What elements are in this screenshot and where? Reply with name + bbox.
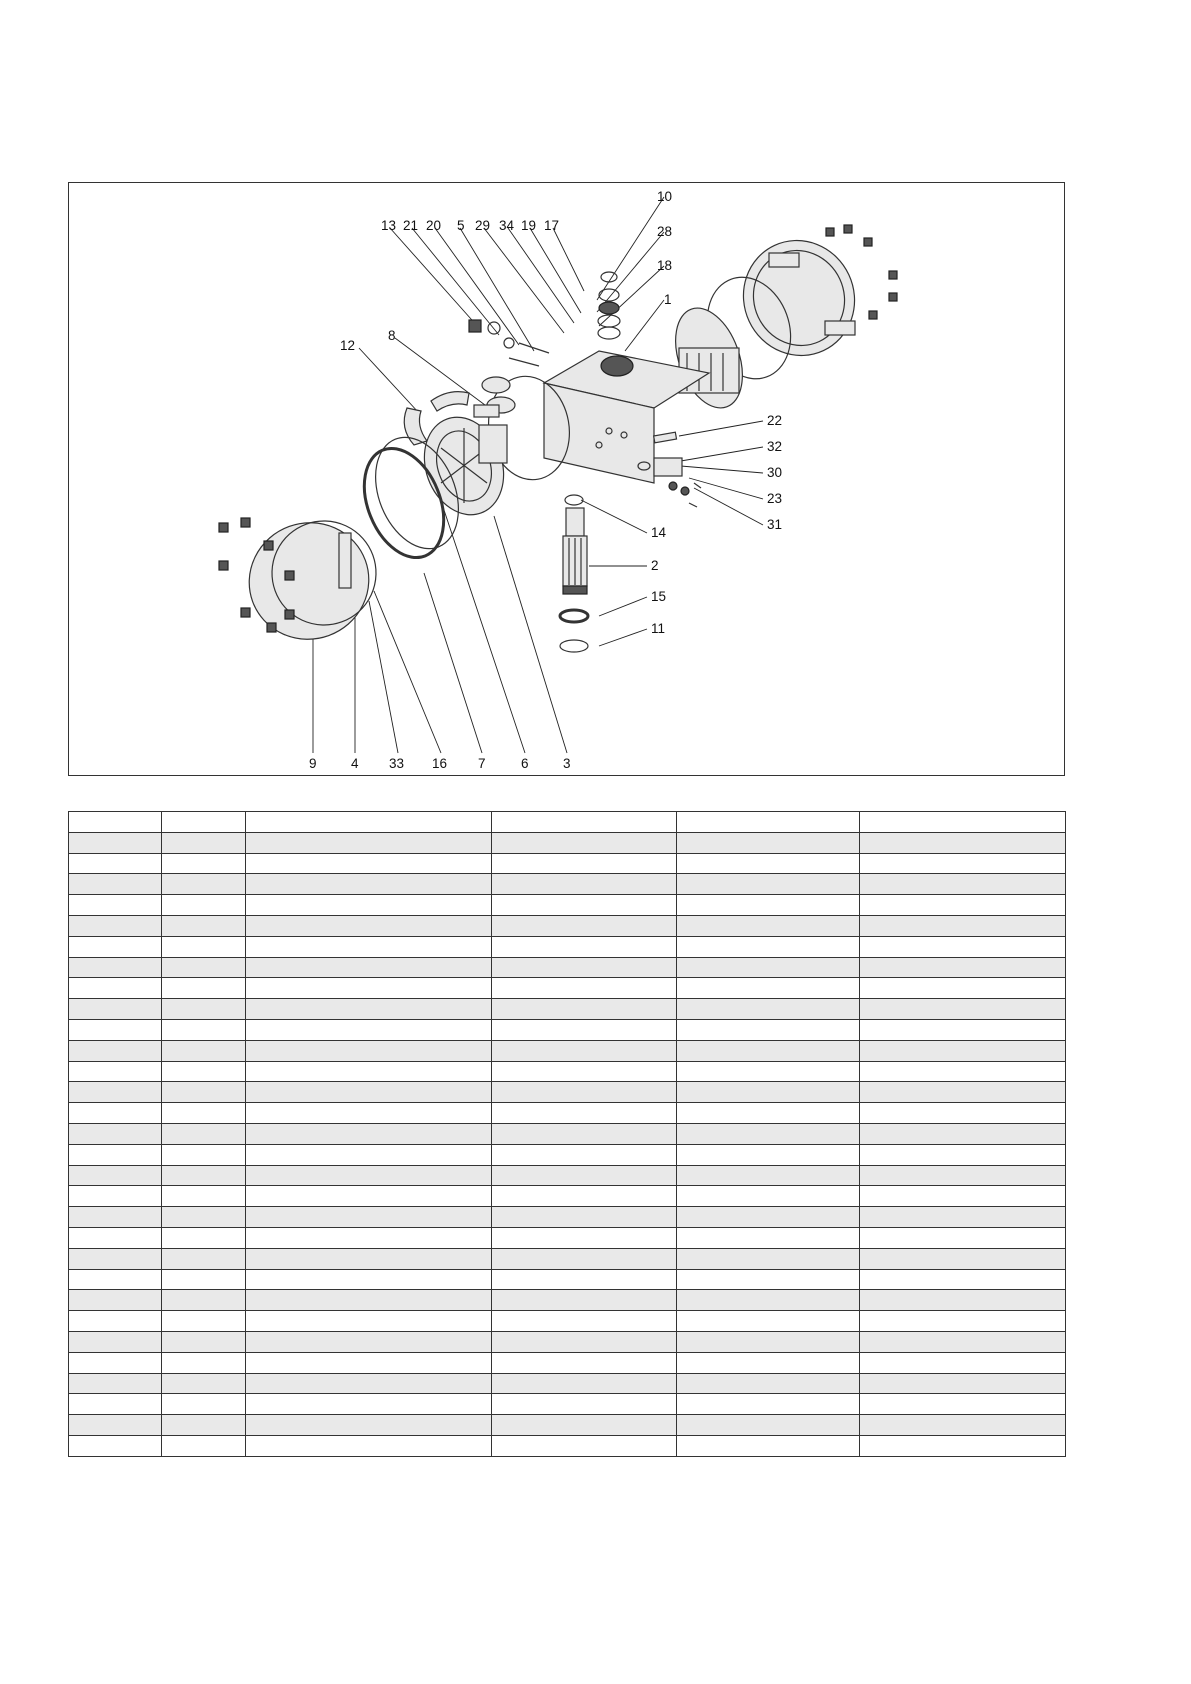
table-row [69, 1061, 1066, 1082]
table-cell [677, 915, 860, 936]
table-cell [69, 1415, 162, 1436]
table-cell [69, 1103, 162, 1124]
table-cell [677, 1040, 860, 1061]
table-row [69, 1082, 1066, 1103]
table-cell [246, 1373, 492, 1394]
table-row [69, 1123, 1066, 1144]
table-cell [860, 1144, 1066, 1165]
table-row [69, 812, 1066, 833]
callout-28: 28 [657, 224, 673, 239]
callout-30: 30 [767, 465, 783, 480]
table-cell [677, 1165, 860, 1186]
table-cell [492, 1435, 677, 1456]
table-cell [492, 1331, 677, 1352]
table-cell [860, 1352, 1066, 1373]
left-end-cap [219, 506, 391, 656]
table-cell [492, 936, 677, 957]
table-row [69, 1394, 1066, 1415]
table-cell [492, 1103, 677, 1124]
table-cell [860, 853, 1066, 874]
callout-19: 19 [521, 218, 537, 233]
table-cell [246, 1040, 492, 1061]
table-cell [246, 999, 492, 1020]
table-cell [492, 1082, 677, 1103]
table-cell [69, 812, 162, 833]
table-cell [69, 874, 162, 895]
table-cell [492, 1165, 677, 1186]
callout-10: 10 [657, 189, 673, 204]
table-cell [677, 1082, 860, 1103]
table-cell [860, 1082, 1066, 1103]
table-cell [162, 936, 246, 957]
table-cell [246, 1207, 492, 1228]
right-piston [663, 299, 755, 417]
table-cell [860, 915, 1066, 936]
table-cell [860, 1227, 1066, 1248]
table-cell [162, 1311, 246, 1332]
table-cell [860, 1103, 1066, 1124]
table-cell [162, 1269, 246, 1290]
table-cell [677, 1331, 860, 1352]
callout-5: 5 [457, 218, 465, 233]
table-cell [492, 915, 677, 936]
table-cell [246, 812, 492, 833]
table-cell [162, 1019, 246, 1040]
table-cell [860, 936, 1066, 957]
callout-8: 8 [388, 328, 396, 343]
table-cell [860, 1248, 1066, 1269]
table-cell [492, 1373, 677, 1394]
drive-shaft [560, 495, 588, 652]
exploded-view-diagram [68, 182, 1065, 776]
table-cell [677, 978, 860, 999]
table-cell [246, 1394, 492, 1415]
table-row [69, 1207, 1066, 1228]
table-cell [69, 999, 162, 1020]
table-row [69, 915, 1066, 936]
table-cell [246, 853, 492, 874]
callout-34: 34 [499, 218, 515, 233]
table-row [69, 936, 1066, 957]
table-cell [677, 999, 860, 1020]
table-cell [69, 1186, 162, 1207]
table-cell [677, 1373, 860, 1394]
table-cell [860, 999, 1066, 1020]
table-cell [162, 1435, 246, 1456]
table-cell [492, 978, 677, 999]
callout-33: 33 [389, 756, 405, 771]
table-cell [246, 1103, 492, 1124]
table-cell [162, 874, 246, 895]
table-cell [860, 978, 1066, 999]
callout-12: 12 [340, 338, 356, 353]
table-cell [246, 1352, 492, 1373]
table-row [69, 1311, 1066, 1332]
table-cell [860, 1019, 1066, 1040]
table-cell [162, 853, 246, 874]
table-cell [860, 895, 1066, 916]
table-cell [246, 1331, 492, 1352]
callout-17: 17 [544, 218, 560, 233]
table-cell [677, 1290, 860, 1311]
table-cell [69, 915, 162, 936]
table-cell [677, 832, 860, 853]
table-cell [492, 957, 677, 978]
table-cell [246, 1435, 492, 1456]
table-cell [492, 1227, 677, 1248]
table-cell [69, 1019, 162, 1040]
table-cell [677, 1227, 860, 1248]
table-cell [162, 1227, 246, 1248]
table-cell [677, 1311, 860, 1332]
table-cell [162, 895, 246, 916]
table-cell [860, 1165, 1066, 1186]
table-cell [677, 853, 860, 874]
table-cell [860, 1311, 1066, 1332]
table-cell [246, 1165, 492, 1186]
table-cell [677, 1435, 860, 1456]
table-cell [246, 1311, 492, 1332]
table-cell [860, 1061, 1066, 1082]
table-cell [246, 874, 492, 895]
table-cell [162, 957, 246, 978]
table-cell [860, 1123, 1066, 1144]
callout-22: 22 [767, 413, 783, 428]
table-cell [677, 1061, 860, 1082]
table-cell [246, 915, 492, 936]
table-cell [246, 1123, 492, 1144]
callout-3: 3 [563, 756, 571, 771]
callout-20: 20 [426, 218, 442, 233]
table-cell [492, 1394, 677, 1415]
table-row [69, 1227, 1066, 1248]
callout-32: 32 [767, 439, 783, 454]
callout-1: 1 [664, 292, 672, 307]
table-cell [162, 1290, 246, 1311]
table-cell [162, 1415, 246, 1436]
table-cell [162, 1103, 246, 1124]
table-cell [69, 1040, 162, 1061]
table-cell [492, 895, 677, 916]
table-cell [492, 1352, 677, 1373]
table-cell [677, 1394, 860, 1415]
callout-15: 15 [651, 589, 667, 604]
table-cell [69, 1165, 162, 1186]
callout-13: 13 [381, 218, 397, 233]
table-row [69, 1269, 1066, 1290]
table-cell [677, 812, 860, 833]
table-cell [860, 1040, 1066, 1061]
table-cell [677, 1269, 860, 1290]
callout-2: 2 [651, 558, 659, 573]
table-cell [677, 1415, 860, 1436]
table-cell [69, 1061, 162, 1082]
table-cell [69, 1290, 162, 1311]
table-cell [162, 1331, 246, 1352]
table-cell [860, 1186, 1066, 1207]
table-cell [69, 1123, 162, 1144]
right-end-cap [725, 222, 897, 374]
table-cell [677, 1207, 860, 1228]
table-cell [860, 832, 1066, 853]
table-cell [860, 1415, 1066, 1436]
table-cell [677, 1019, 860, 1040]
table-cell [69, 1352, 162, 1373]
callout-23: 23 [767, 491, 783, 506]
table-cell [69, 1207, 162, 1228]
table-cell [246, 832, 492, 853]
table-row [69, 1290, 1066, 1311]
table-cell [162, 1040, 246, 1061]
callout-18: 18 [657, 258, 673, 273]
table-row [69, 1040, 1066, 1061]
table-cell [492, 1311, 677, 1332]
table-cell [162, 832, 246, 853]
table-row [69, 1373, 1066, 1394]
table-cell [492, 999, 677, 1020]
table-cell [492, 1144, 677, 1165]
callout-6: 6 [521, 756, 529, 771]
leader-lines [313, 197, 763, 753]
table-cell [162, 978, 246, 999]
table-cell [69, 1373, 162, 1394]
table-cell [162, 1123, 246, 1144]
table-cell [677, 936, 860, 957]
table-row [69, 1415, 1066, 1436]
table-cell [492, 1186, 677, 1207]
table-cell [860, 1394, 1066, 1415]
table-cell [677, 1186, 860, 1207]
table-cell [246, 1227, 492, 1248]
table-cell [246, 978, 492, 999]
table-row [69, 832, 1066, 853]
table-cell [677, 895, 860, 916]
table-cell [69, 1144, 162, 1165]
table-cell [860, 1331, 1066, 1352]
table-cell [860, 1373, 1066, 1394]
parts-list-table [68, 811, 1066, 1457]
table-cell [162, 1248, 246, 1269]
table-cell [69, 853, 162, 874]
table-cell [246, 1248, 492, 1269]
table-cell [69, 1082, 162, 1103]
table-cell [860, 812, 1066, 833]
table-row [69, 957, 1066, 978]
table-cell [246, 1269, 492, 1290]
table-cell [69, 957, 162, 978]
table-cell [69, 832, 162, 853]
table-row [69, 1186, 1066, 1207]
table-cell [162, 999, 246, 1020]
table-cell [492, 1415, 677, 1436]
table-cell [246, 936, 492, 957]
table-cell [677, 1144, 860, 1165]
table-cell [69, 895, 162, 916]
callout-31: 31 [767, 517, 783, 532]
table-row [69, 1435, 1066, 1456]
top-stack [598, 272, 620, 339]
table-cell [246, 1144, 492, 1165]
table-cell [246, 895, 492, 916]
table-cell [860, 1435, 1066, 1456]
table-cell [246, 957, 492, 978]
table-cell [492, 1040, 677, 1061]
callout-4: 4 [351, 756, 359, 771]
table-cell [69, 1227, 162, 1248]
table-cell [492, 1207, 677, 1228]
table-cell [162, 1207, 246, 1228]
table-cell [860, 874, 1066, 895]
callout-16: 16 [432, 756, 448, 771]
table-cell [492, 1061, 677, 1082]
table-cell [492, 1019, 677, 1040]
table-cell [860, 1207, 1066, 1228]
table-row [69, 1331, 1066, 1352]
parts-table-body [69, 812, 1066, 1457]
table-row [69, 1248, 1066, 1269]
table-row [69, 874, 1066, 895]
table-row [69, 1144, 1066, 1165]
table-cell [492, 1123, 677, 1144]
table-row [69, 999, 1066, 1020]
table-cell [69, 1435, 162, 1456]
table-cell [677, 1103, 860, 1124]
table-cell [69, 1311, 162, 1332]
table-cell [162, 812, 246, 833]
table-cell [492, 832, 677, 853]
table-cell [677, 1248, 860, 1269]
table-row [69, 1019, 1066, 1040]
table-cell [246, 1061, 492, 1082]
table-cell [246, 1019, 492, 1040]
table-cell [492, 1269, 677, 1290]
table-cell [492, 874, 677, 895]
callout-21: 21 [403, 218, 419, 233]
table-cell [492, 853, 677, 874]
callout-7: 7 [478, 756, 486, 771]
table-cell [69, 936, 162, 957]
callout-14: 14 [651, 525, 667, 540]
table-cell [162, 915, 246, 936]
callout-11: 11 [651, 621, 666, 636]
table-cell [246, 1415, 492, 1436]
table-cell [677, 1123, 860, 1144]
table-cell [492, 812, 677, 833]
table-cell [860, 957, 1066, 978]
table-cell [860, 1290, 1066, 1311]
table-cell [246, 1082, 492, 1103]
table-row [69, 1352, 1066, 1373]
table-row [69, 978, 1066, 999]
table-cell [492, 1290, 677, 1311]
left-piston [411, 406, 517, 526]
table-cell [69, 1331, 162, 1352]
callout-9: 9 [309, 756, 317, 771]
adjustment-bolts [469, 320, 549, 366]
table-cell [162, 1186, 246, 1207]
table-cell [492, 1248, 677, 1269]
table-cell [69, 1394, 162, 1415]
table-row [69, 1103, 1066, 1124]
exploded-view-drawing [69, 183, 1064, 775]
table-cell [162, 1061, 246, 1082]
table-cell [677, 957, 860, 978]
table-cell [677, 1352, 860, 1373]
table-cell [69, 978, 162, 999]
table-cell [162, 1394, 246, 1415]
table-cell [677, 874, 860, 895]
table-cell [162, 1352, 246, 1373]
table-cell [162, 1165, 246, 1186]
table-cell [860, 1269, 1066, 1290]
table-cell [69, 1269, 162, 1290]
table-row [69, 895, 1066, 916]
callout-29: 29 [475, 218, 491, 233]
table-cell [246, 1186, 492, 1207]
table-cell [246, 1290, 492, 1311]
table-cell [69, 1248, 162, 1269]
table-cell [162, 1373, 246, 1394]
table-cell [162, 1144, 246, 1165]
table-cell [162, 1082, 246, 1103]
table-row [69, 1165, 1066, 1186]
table-row [69, 853, 1066, 874]
actuator-parts [219, 222, 897, 656]
